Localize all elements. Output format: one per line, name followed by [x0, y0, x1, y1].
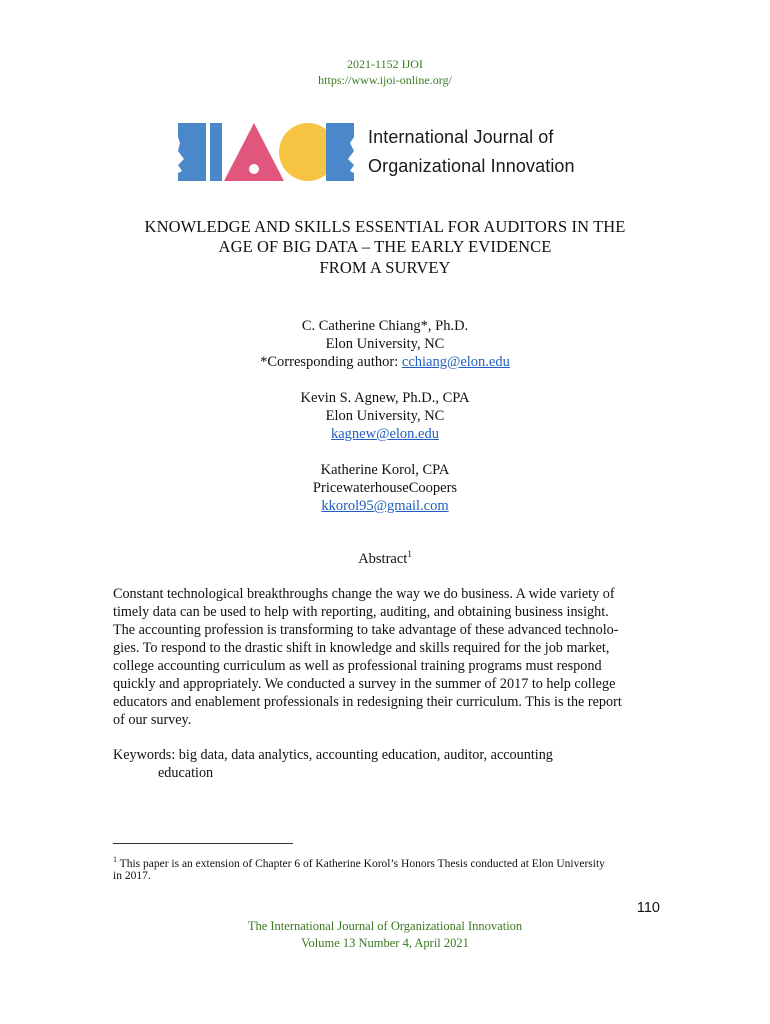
journal-name-line1: International Journal of: [368, 127, 554, 147]
keywords-line1: Keywords: big data, data analytics, accounting education, auditor, accounting: [113, 747, 553, 763]
journal-logo: [176, 121, 356, 183]
header-code: 2021-1152 IJOI: [347, 57, 423, 71]
abstract-line: quickly and appropriately. We conducted a survey in the summer of 2017 to help college: [113, 676, 616, 692]
author-3-email-link[interactable]: kkorol95@gmail.com: [321, 498, 449, 514]
author-1-name: C. Catherine Chiang*, Ph.D.: [301, 318, 469, 334]
author-2-name: Kevin S. Agnew, Ph.D., CPA: [300, 390, 470, 406]
abstract-line: gies. To respond to the drastic shift in knowledge and skills required for the job market,: [113, 640, 610, 656]
author-2-email-link[interactable]: kagnew@elon.edu: [331, 426, 439, 442]
author-1-contact: [0, 353, 770, 371]
logo-blue-head-icon: [178, 123, 206, 181]
logo-blue-bars-icon: [210, 123, 222, 181]
corresponding-label: *Corresponding author:: [260, 354, 402, 370]
abstract-footnote-mark[interactable]: 1: [407, 549, 412, 559]
paper-title-line1: KNOWLEDGE AND SKILLS ESSENTIAL FOR AUDITORS IN THE: [144, 217, 626, 236]
abstract-heading: [0, 549, 770, 568]
author-1-affiliation: Elon University, NC: [325, 336, 445, 352]
footer-volume: Volume 13 Number 4, April 2021: [301, 936, 469, 950]
abstract-heading-text: Abstract: [358, 550, 408, 567]
journal-name-line2: Organizational Innovation: [368, 156, 575, 176]
footnote-mark: 1: [113, 855, 117, 864]
abstract-line: educators and enablement professionals in redesigning their curriculum. This is the report: [113, 694, 622, 710]
abstract-body: [113, 585, 658, 729]
logo-blue-face-icon: [326, 123, 354, 181]
paper-title-line2: AGE OF BIG DATA – THE EARLY EVIDENCE: [218, 237, 552, 256]
abstract-line: timely data can be used to help with reporting, auditing, and obtaining business insight.: [113, 604, 609, 620]
footer-journal: The International Journal of Organizational Innovation: [247, 919, 523, 933]
author-3-contact: [0, 497, 770, 515]
abstract-line: college accounting curriculum as well as professional training programs must respond: [113, 658, 602, 674]
paper-title-line3: FROM A SURVEY: [319, 258, 451, 277]
author-2-affiliation: Elon University, NC: [325, 408, 445, 424]
keywords-line2: education: [158, 765, 214, 781]
abstract-line: Constant technological breakthroughs change the way we do business. A wide variety of: [113, 586, 615, 602]
footnote-line2: in 2017.: [113, 870, 151, 882]
author-1-email-link[interactable]: cchiang@elon.edu: [401, 354, 510, 370]
author-2-contact: [0, 425, 770, 443]
abstract-line: The accounting profession is transforming to take advantage of these advanced technolo-: [113, 622, 619, 638]
header-url[interactable]: https://www.ijoi-online.org/: [318, 73, 452, 87]
author-3-affiliation: PricewaterhouseCoopers: [312, 480, 458, 496]
author-3-name: Katherine Korol, CPA: [320, 462, 450, 478]
footnote-divider: [113, 843, 293, 844]
abstract-line: of our survey.: [113, 712, 192, 728]
footnote-text: This paper is an extension of Chapter 6 of Katherine Korol’s Honors Thesis conducted at Elon University: [117, 857, 605, 870]
page-number: 110: [636, 900, 660, 916]
